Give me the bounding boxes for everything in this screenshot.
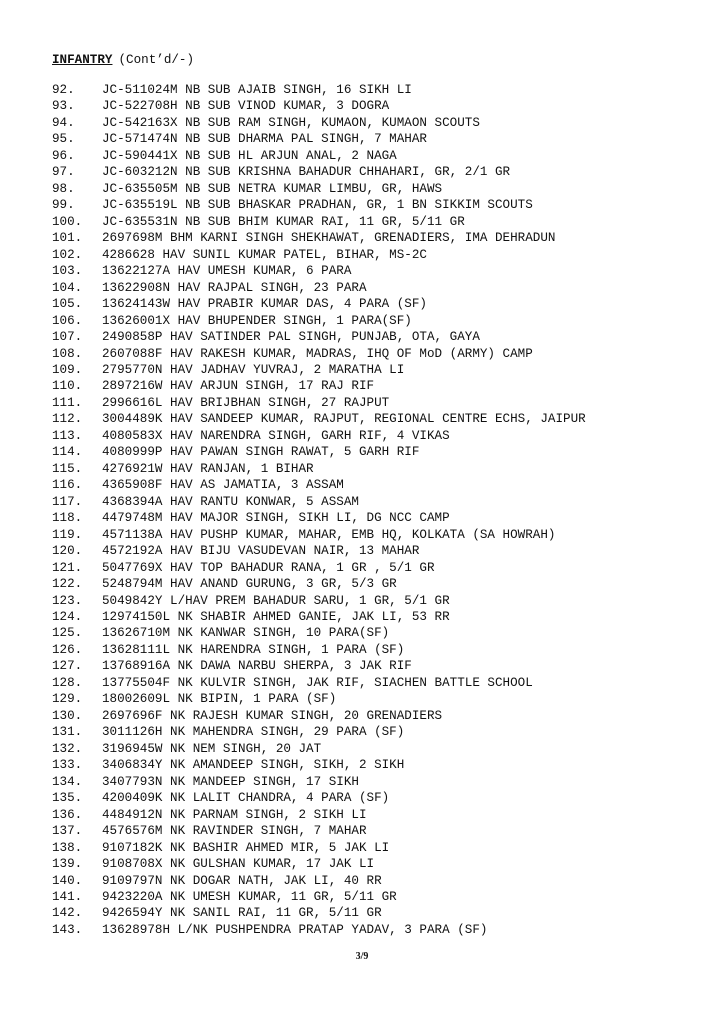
entry-text: 12974150L NK SHABIR AHMED GANIE, JAK LI, 53 RR [102, 610, 450, 624]
list-item [52, 346, 586, 362]
entry-text: 5049842Y L/HAV PREM BAHADUR SARU, 1 GR, 5/1 GR [102, 593, 450, 608]
entry-text: 4080999P HAV PAWAN SINGH RAWAT, 5 GARH RIF [102, 445, 420, 460]
list-item [52, 428, 586, 444]
list-item [52, 873, 586, 889]
list-item [52, 82, 586, 98]
entry-text: JC-522708H NB SUB VINOD KUMAR, 3 DOGRA [102, 99, 390, 114]
entry-text: 4571138A HAV PUSHP KUMAR, MAHAR, EMB HQ, KOLKATA (SA HOWRAH) [102, 527, 556, 542]
entry-number: 117. [52, 494, 83, 509]
entry-text: JC-542163X NB SUB RAM SINGH, KUMAON, KUMAON SCOUTS [102, 115, 480, 130]
list-item [52, 181, 586, 197]
entry-text: 13628978H L/NK PUSHPENDRA PRATAP YADAV, 3 PARA (SF) [102, 922, 488, 937]
entry-number: 119. [52, 527, 83, 542]
entry-number: 105. [52, 297, 83, 312]
entry-text: 5248794M HAV ANAND GURUNG, 3 GR, 5/3 GR [102, 577, 397, 592]
entry-number: 116. [52, 478, 83, 493]
entry-text: 2697698M BHM KARNI SINGH SHEKHAWAT, GRENADIERS, IMA DEHRADUN [102, 231, 556, 246]
list-item [52, 708, 586, 724]
entry-number: 123. [52, 593, 83, 608]
entry-number: 114. [52, 445, 83, 460]
entry-text: 9426594Y NK SANIL RAI, 11 GR, 5/11 GR [102, 906, 382, 921]
entry-number: 120. [52, 544, 83, 559]
list-item [52, 98, 586, 114]
entry-text: 4368394A HAV RANTU KONWAR, 5 ASSAM [102, 494, 359, 509]
entry-text: JC-603212N NB SUB KRISHNA BAHADUR CHHAHARI, GR, 2/1 GR [102, 165, 511, 180]
entry-number: 124. [52, 610, 83, 624]
list-item [52, 889, 586, 905]
list-item [52, 823, 586, 839]
entry-text: 13624143W HAV PRABIR KUMAR DAS, 4 PARA (SF) [102, 297, 427, 312]
entry-number: 134. [52, 774, 83, 789]
entry-number: 108. [52, 346, 83, 361]
list-item [52, 576, 586, 592]
entry-number: 142. [52, 906, 83, 921]
list-item [52, 247, 586, 263]
list-item [52, 115, 586, 131]
entry-text: 13626710M NK KANWAR SINGH, 10 PARA(SF) [102, 626, 390, 641]
entry-number: 111. [52, 395, 83, 410]
list-item [52, 856, 586, 872]
entry-text: 13626001X HAV BHUPENDER SINGH, 1 PARA(SF) [102, 313, 412, 328]
entry-text: 2607088F HAV RAKESH KUMAR, MADRAS, IHQ OF MoD (ARMY) CAMP [102, 346, 533, 361]
entry-text: 4080583X HAV NARENDRA SINGH, GARH RIF, 4 VIKAS [102, 428, 450, 443]
entry-number: 101. [52, 231, 83, 246]
list-item [52, 197, 586, 213]
entry-number: 93. [52, 99, 75, 114]
list-item [52, 296, 586, 312]
entry-text: JC-635531N NB SUB BHIM KUMAR RAI, 11 GR, 5/11 GR [102, 214, 465, 229]
list-item [52, 642, 586, 658]
entry-text: 3407793N NK MANDEEP SINGH, 17 SIKH [102, 774, 359, 789]
entry-number: 112. [52, 412, 83, 427]
entry-number: 113. [52, 428, 83, 443]
list-item [52, 313, 586, 329]
section-header [52, 52, 194, 68]
entry-number: 125. [52, 626, 83, 641]
list-item [52, 757, 586, 773]
list-item [52, 840, 586, 856]
list-item [52, 148, 586, 164]
list-item [52, 543, 586, 559]
entry-text: 9108708X NK GULSHAN KUMAR, 17 JAK LI [102, 857, 375, 872]
entry-number: 140. [52, 873, 83, 888]
entry-number: 118. [52, 511, 83, 526]
list-item [52, 593, 586, 609]
entry-number: 99. [52, 198, 75, 213]
entry-number: 133. [52, 758, 83, 773]
entry-number: 92. [52, 83, 75, 97]
entry-number: 106. [52, 313, 83, 328]
entry-number: 139. [52, 857, 83, 872]
list-item [52, 444, 586, 460]
entry-text: 18002609L NK BIPIN, 1 PARA (SF) [102, 692, 337, 707]
list-item [52, 774, 586, 790]
list-item [52, 329, 586, 345]
entry-number: 110. [52, 379, 83, 394]
entry-number: 127. [52, 659, 83, 674]
entry-number: 115. [52, 461, 83, 476]
entry-number: 132. [52, 741, 83, 756]
entry-number: 138. [52, 840, 83, 855]
entry-text: JC-590441X NB SUB HL ARJUN ANAL, 2 NAGA [102, 148, 397, 163]
entry-text: 4276921W HAV RANJAN, 1 BIHAR [102, 461, 314, 476]
entry-number: 97. [52, 165, 75, 180]
entry-text: 13622127A HAV UMESH KUMAR, 6 PARA [102, 264, 352, 279]
entry-number: 136. [52, 807, 83, 822]
entry-number: 98. [52, 181, 75, 196]
entry-text: 3004489K HAV SANDEEP KUMAR, RAJPUT, REGIONAL CENTRE ECHS, JAIPUR [102, 412, 586, 427]
entry-text: 5047769X HAV TOP BAHADUR RANA, 1 GR , 5/1 GR [102, 560, 435, 575]
page-number: 3/9 [355, 951, 369, 962]
entry-text: 4365908F HAV AS JAMATIA, 3 ASSAM [102, 478, 344, 493]
entry-number: 104. [52, 280, 83, 295]
list-item [52, 362, 586, 378]
list-item [52, 461, 586, 477]
list-item [52, 741, 586, 757]
entry-number: 141. [52, 889, 83, 904]
entry-text: 3011126H NK MAHENDRA SINGH, 29 PARA (SF) [102, 725, 405, 740]
list-item [52, 675, 586, 691]
entry-text: 4572192A HAV BIJU VASUDEVAN NAIR, 13 MAHAR [102, 544, 420, 559]
entry-number: 95. [52, 132, 75, 147]
entry-number: 130. [52, 708, 83, 723]
list-item [52, 378, 586, 394]
entry-text: 4479748M HAV MAJOR SINGH, SIKH LI, DG NCC CAMP [102, 511, 450, 526]
list-item [52, 263, 586, 279]
entry-text: 4484912N NK PARNAM SINGH, 2 SIKH LI [102, 807, 367, 822]
entry-text: 13775504F NK KULVIR SINGH, JAK RIF, SIACHEN BATTLE SCHOOL [102, 675, 533, 690]
entry-text: 4286628 HAV SUNIL KUMAR PATEL, BIHAR, MS-2C [102, 247, 427, 262]
list-item [52, 658, 586, 674]
entry-number: 128. [52, 675, 83, 690]
entry-text: JC-511024M NB SUB AJAIB SINGH, 16 SIKH LI [102, 83, 412, 97]
entry-text: 3196945W NK NEM SINGH, 20 JAT [102, 741, 322, 756]
section-title: INFANTRY [52, 53, 113, 67]
entry-number: 121. [52, 560, 83, 575]
entry-text: 9107182K NK BASHIR AHMED MIR, 5 JAK LI [102, 840, 390, 855]
entry-text: JC-635505M NB SUB NETRA KUMAR LIMBU, GR, HAWS [102, 181, 443, 196]
list-item [52, 560, 586, 576]
list-item [52, 411, 586, 427]
list-item [52, 527, 586, 543]
entry-number: 129. [52, 692, 83, 707]
list-item [52, 807, 586, 823]
list-item [52, 922, 586, 938]
entry-text: 2897216W HAV ARJUN SINGH, 17 RAJ RIF [102, 379, 375, 394]
list-item [52, 625, 586, 641]
list-item [52, 395, 586, 411]
entry-number: 137. [52, 824, 83, 839]
entry-number: 102. [52, 247, 83, 262]
entry-number: 109. [52, 362, 83, 377]
entry-text: 9109797N NK DOGAR NATH, JAK LI, 40 RR [102, 873, 382, 888]
list-item [52, 230, 586, 246]
entry-text: 13628111L NK HARENDRA SINGH, 1 PARA (SF) [102, 642, 405, 657]
entry-text: JC-571474N NB SUB DHARMA PAL SINGH, 7 MAHAR [102, 132, 427, 147]
entry-text: 2795770N HAV JADHAV YUVRAJ, 2 MARATHA LI [102, 362, 405, 377]
entry-text: 13622908N HAV RAJPAL SINGH, 23 PARA [102, 280, 367, 295]
list-item [52, 724, 586, 740]
entry-number: 94. [52, 115, 75, 130]
list-item [52, 905, 586, 921]
entry-text: 2996616L HAV BRIJBHAN SINGH, 27 RAJPUT [102, 395, 390, 410]
list-item [52, 280, 586, 296]
entry-number: 131. [52, 725, 83, 740]
entry-number: 135. [52, 791, 83, 806]
list-item [52, 691, 586, 707]
entry-text: 13768916A NK DAWA NARBU SHERPA, 3 JAK RIF [102, 659, 412, 674]
entry-text: 2490858P HAV SATINDER PAL SINGH, PUNJAB, OTA, GAYA [102, 330, 480, 345]
entry-number: 143. [52, 922, 83, 937]
awardee-list [52, 82, 586, 938]
continued-label: (Cont’d/-) [118, 53, 195, 67]
entry-text: 2697696F NK RAJESH KUMAR SINGH, 20 GRENADIERS [102, 708, 443, 723]
list-item [52, 790, 586, 806]
entry-text: 9423220A NK UMESH KUMAR, 11 GR, 5/11 GR [102, 889, 397, 904]
entry-text: 3406834Y NK AMANDEEP SINGH, SIKH, 2 SIKH [102, 758, 405, 773]
list-item [52, 494, 586, 510]
entry-text: 4200409K NK LALIT CHANDRA, 4 PARA (SF) [102, 791, 390, 806]
list-item [52, 510, 586, 526]
list-item [52, 164, 586, 180]
entry-number: 103. [52, 264, 83, 279]
entry-number: 122. [52, 577, 83, 592]
entry-number: 100. [52, 214, 83, 229]
list-item [52, 131, 586, 147]
list-item [52, 609, 586, 625]
entry-text: JC-635519L NB SUB BHASKAR PRADHAN, GR, 1 BN SIKKIM SCOUTS [102, 198, 533, 213]
entry-number: 96. [52, 148, 75, 163]
entry-number: 126. [52, 642, 83, 657]
entry-number: 107. [52, 330, 83, 345]
entry-text: 4576576M NK RAVINDER SINGH, 7 MAHAR [102, 824, 367, 839]
list-item [52, 477, 586, 493]
list-item [52, 214, 586, 230]
